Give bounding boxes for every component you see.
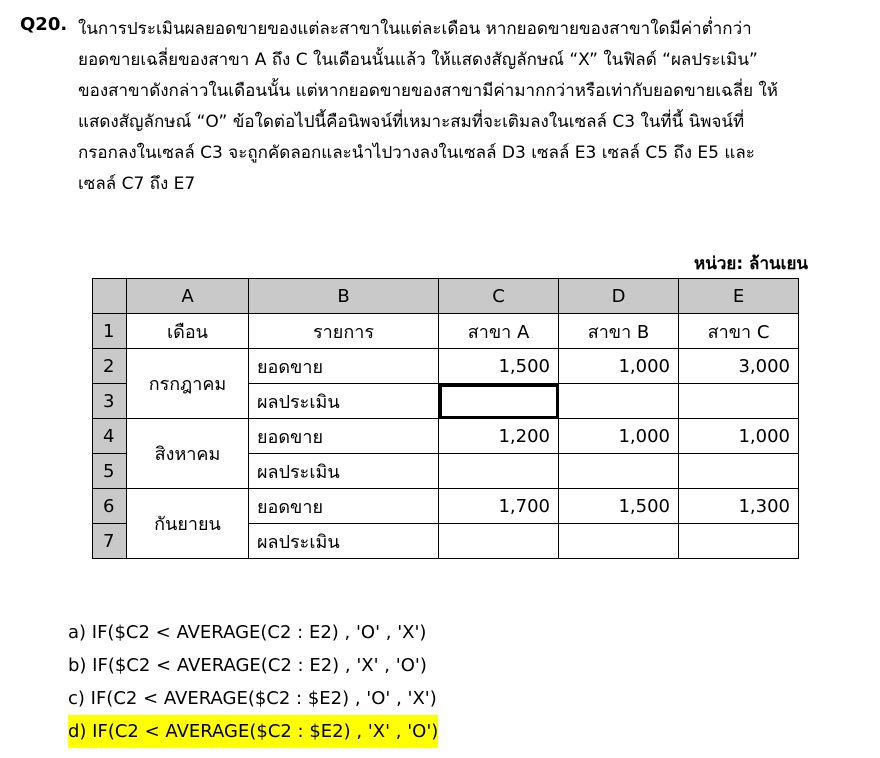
table-row [93,489,799,524]
month-cell: กันยายน [127,489,249,559]
row-number: 4 [93,419,127,454]
question-line: ในการประเมินผลยอดขายของแต่ละสาขาในแต่ละเดือน หากยอดขายของสาขาใดมีค่าต่ำกว่า [78,19,752,39]
column-header-row [93,279,799,314]
corner-cell [93,279,127,314]
row-number: 7 [93,524,127,559]
header-branch-a: สาขา A [439,314,559,349]
sales-cell: 1,500 [439,349,559,384]
sales-cell: 1,500 [559,489,679,524]
sales-cell: 1,000 [559,419,679,454]
column-header-e: E [679,279,799,314]
row-number: 3 [93,384,127,419]
question-line: แสดงสัญลักษณ์ “O” ข้อใดต่อไปนี้คือนิพจน์ที่เหมาะสมที่จะเติมลงในเซลล์ C3 ในที่นี้ นิพจน์ที่ [78,112,745,132]
table-row [93,314,799,349]
table-row [93,349,799,384]
answer-options [68,616,438,748]
row-number: 1 [93,314,127,349]
header-branch-b: สาขา B [559,314,679,349]
eval-cell [679,384,799,419]
row-number: 5 [93,454,127,489]
option-d-highlighted-answer[interactable]: d) IF(C2 < AVERAGE($C2 : $E2) , 'X' , 'O') [68,715,438,748]
question-number: Q20. [20,14,68,35]
selected-cell-c3 [439,384,559,419]
eval-cell [679,454,799,489]
column-header-c: C [439,279,559,314]
item-cell: ยอดขาย [249,489,439,524]
question-text [78,14,868,200]
question-line: ของสาขาดังกล่าวในเดือนนั้น แต่หากยอดขายของสาขามีค่ามากกว่าหรือเท่ากับยอดขายเฉลี่ย ให้ [78,81,778,101]
month-cell: สิงหาคม [127,419,249,489]
option-c[interactable]: c) IF(C2 < AVERAGE($C2 : $E2) , 'O' , 'X') [68,688,437,709]
row-number: 2 [93,349,127,384]
item-cell: ยอดขาย [249,349,439,384]
eval-cell [439,454,559,489]
item-cell: ยอดขาย [249,419,439,454]
question-line: กรอกลงในเซลล์ C3 จะถูกคัดลอกและนำไปวางลงในเซลล์ D3 เซลล์ E3 เซลล์ C5 ถึง E5 และ [78,143,755,163]
column-header-b: B [249,279,439,314]
item-cell: ผลประเมิน [249,384,439,419]
spreadsheet [92,278,799,559]
header-branch-c: สาขา C [679,314,799,349]
option-b[interactable]: b) IF($C2 < AVERAGE(C2 : E2) , 'X' , 'O') [68,655,427,676]
eval-cell [439,524,559,559]
sales-cell: 1,200 [439,419,559,454]
sales-cell: 1,000 [679,419,799,454]
eval-cell [559,524,679,559]
option-a[interactable]: a) IF($C2 < AVERAGE(C2 : E2) , 'O' , 'X') [68,622,427,643]
header-month: เดือน [127,314,249,349]
eval-cell [679,524,799,559]
sales-cell: 1,700 [439,489,559,524]
question-line: ยอดขายเฉลี่ยของสาขา A ถึง C ในเดือนนั้นแล้ว ให้แสดงสัญลักษณ์ “X” ในฟิลด์ “ผลประเมิน” [78,50,758,70]
sales-cell: 3,000 [679,349,799,384]
table-row [93,419,799,454]
eval-cell [559,454,679,489]
question-line: เซลล์ C7 ถึง E7 [78,174,196,194]
column-header-a: A [127,279,249,314]
item-cell: ผลประเมิน [249,454,439,489]
eval-cell [559,384,679,419]
unit-label: หน่วย: ล้านเยน [694,254,809,274]
month-cell: กรกฎาคม [127,349,249,419]
item-cell: ผลประเมิน [249,524,439,559]
sales-cell: 1,000 [559,349,679,384]
sales-cell: 1,300 [679,489,799,524]
column-header-d: D [559,279,679,314]
header-item: รายการ [249,314,439,349]
row-number: 6 [93,489,127,524]
